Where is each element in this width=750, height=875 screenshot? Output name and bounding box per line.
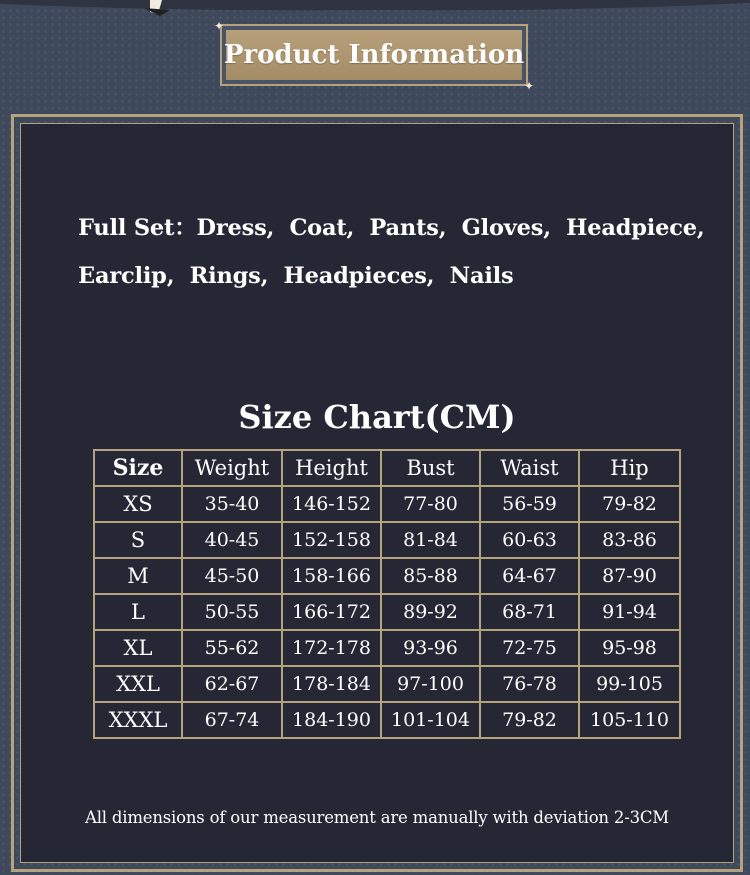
hip-cell: 95-98 [579,630,680,666]
hip-cell: 105-110 [579,702,680,738]
full-set-line-2: Earclip, Rings, Headpieces, Nails [78,263,514,289]
size-chart-table [93,449,681,739]
measurement-footnote: All dimensions of our measurement are manually with deviation 2-3CM [85,808,669,827]
weight-cell: 55-62 [182,630,282,666]
size-cell: M [94,558,182,594]
weight-cell: 67-74 [182,702,282,738]
bust-cell: 77-80 [381,486,480,522]
height-cell: 158-166 [282,558,381,594]
table-row [94,558,680,594]
waist-cell: 79-82 [480,702,579,738]
sparkle-icon: ✦ [214,19,225,33]
page-title: Product Information [223,40,525,70]
bust-cell: 93-96 [381,630,480,666]
content-frame [11,114,743,872]
bust-cell: 89-92 [381,594,480,630]
column-header-bust: Bust [381,450,480,486]
hip-cell: 99-105 [579,666,680,702]
size-cell: XXXL [94,702,182,738]
hip-cell: 87-90 [579,558,680,594]
bust-cell: 81-84 [381,522,480,558]
table-row [94,702,680,738]
height-cell: 166-172 [282,594,381,630]
size-chart-title: Size Chart(CM) [238,398,516,436]
column-header-weight: Weight [182,450,282,486]
bust-cell: 101-104 [381,702,480,738]
table-row [94,486,680,522]
bust-cell: 85-88 [381,558,480,594]
size-cell: S [94,522,182,558]
table-row [94,522,680,558]
height-cell: 178-184 [282,666,381,702]
banner-fill [223,30,525,80]
size-cell: XXL [94,666,182,702]
waist-cell: 76-78 [480,666,579,702]
hip-cell: 79-82 [579,486,680,522]
content-panel [20,123,734,863]
height-cell: 184-190 [282,702,381,738]
waist-cell: 72-75 [480,630,579,666]
hip-cell: 91-94 [579,594,680,630]
height-cell: 146-152 [282,486,381,522]
product-information-banner [220,24,528,86]
table-row [94,594,680,630]
column-header-waist: Waist [480,450,579,486]
weight-cell: 40-45 [182,522,282,558]
hip-cell: 83-86 [579,522,680,558]
full-set-description [78,204,718,300]
size-cell: XS [94,486,182,522]
waist-cell: 60-63 [480,522,579,558]
height-cell: 152-158 [282,522,381,558]
weight-cell: 35-40 [182,486,282,522]
decorative-top-illustration [0,0,750,20]
table-row [94,666,680,702]
column-header-hip: Hip [579,450,680,486]
waist-cell: 64-67 [480,558,579,594]
table-header-row [94,450,680,486]
column-header-height: Height [282,450,381,486]
size-cell: XL [94,630,182,666]
bust-cell: 97-100 [381,666,480,702]
weight-cell: 50-55 [182,594,282,630]
weight-cell: 62-67 [182,666,282,702]
height-cell: 172-178 [282,630,381,666]
sparkle-icon: ✦ [524,79,535,93]
weight-cell: 45-50 [182,558,282,594]
column-header-size: Size [94,450,182,486]
waist-cell: 68-71 [480,594,579,630]
size-cell: L [94,594,182,630]
table-row [94,630,680,666]
waist-cell: 56-59 [480,486,579,522]
full-set-line-1: Full Set：Dress, Coat, Pants, Gloves, Headpiece, [78,215,705,241]
